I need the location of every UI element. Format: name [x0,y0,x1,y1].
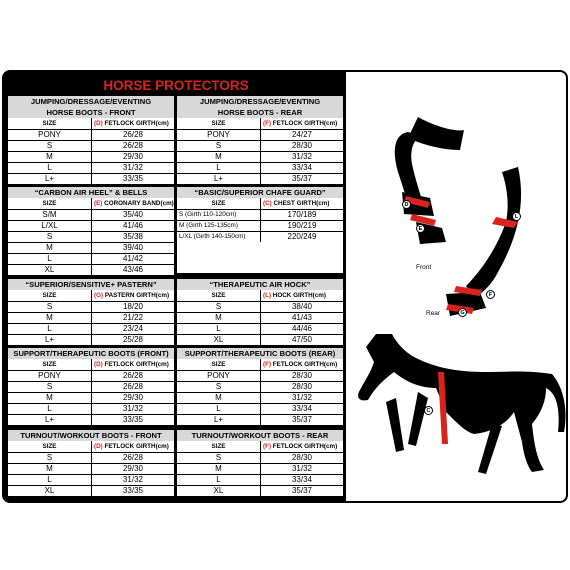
girth-cell: 26/28 [122,382,144,391]
size-cell: M [177,152,261,162]
marker-letter: (F) [263,120,272,127]
girth-cell: 39/40 [122,243,144,252]
size-chart-panel [2,70,568,503]
size-cell: S [177,302,261,312]
size-cell: XL [177,335,261,345]
support-front-table-title: SUPPORT/THERAPEUTIC BOOTS (FRONT) [8,348,174,359]
size-cell: S [8,302,92,312]
page-title: HORSE PROTECTORS [103,78,249,93]
size-cell: L [177,324,261,334]
size-cell: L+ [177,174,261,184]
turnout-front-table-title: TURNOUT/WORKOUT BOOTS - FRONT [8,430,174,441]
girth-cell: 35/37 [291,415,313,424]
table-row [177,151,343,162]
marker-letter: (G) [94,292,104,299]
front-label: Front [416,264,432,271]
size-cell: S [177,453,261,463]
girth-cell: 28/30 [291,453,313,462]
size-cell: S (Girth 110-120cm) [177,210,261,220]
size-cell: L [177,404,261,414]
girth-cell: 29/30 [122,393,144,402]
table-row [8,253,174,264]
table-row [177,334,343,345]
table-row [177,403,343,414]
size-cell: S [8,141,92,151]
chafe-column-header [177,198,343,209]
girth-column-label [92,118,174,129]
girth-cell: 26/28 [122,371,144,380]
table-row [177,162,343,173]
table-row [8,264,174,275]
size-cell: L/XL (Girth 140-150cm) [177,232,261,242]
front-leg-figure [395,117,464,244]
size-cell: M [8,313,92,323]
size-column-label: SIZE [177,198,261,209]
size-cell: S [177,141,261,151]
girth-column-label [92,290,174,301]
marker-d-badge: D [402,200,411,209]
marker-letter: (E) [94,200,103,207]
marker-letter: (D) [94,361,103,368]
girth-column-label [261,198,343,209]
table-row [8,485,174,496]
marker-e-badge: E [416,224,425,233]
girth-cell: 29/30 [122,464,144,473]
support-rear-table-title: SUPPORT/THERAPEUTIC BOOTS (REAR) [177,348,343,359]
size-cell: S [8,232,92,242]
marker-letter: (L) [263,292,272,299]
girth-column-label [92,198,174,209]
hock-column-header [177,290,343,301]
girth-cell: 33/35 [122,174,144,183]
girth-cell: 18/20 [122,302,144,311]
size-cell: M [8,393,92,403]
chafe-table-title: “BASIC/SUPERIOR CHAFE GUARD” [177,187,343,198]
table-row [8,474,174,485]
table-row [177,173,343,184]
girth-column-label [261,441,343,452]
table-row [177,414,343,425]
table-row [177,231,343,242]
girth-cell: 26/28 [122,130,144,139]
table-row [8,140,174,151]
turnout-front-column-header [8,441,174,452]
table-row [8,129,174,140]
table-row [8,463,174,474]
marker-f-badge: F [486,290,495,299]
girth-cell: 170/189 [287,210,317,219]
size-cell: M [8,243,92,253]
size-cell: L+ [8,415,92,425]
table-row [177,474,343,485]
table-row [177,140,343,151]
table-row [177,485,343,496]
girth-cell: 35/40 [122,210,144,219]
girth-label-text: HOCK GIRTH(cm) [272,292,326,299]
girth-column-label [261,359,343,370]
table-row [8,334,174,345]
table-row [8,231,174,242]
marker-g-badge: G [458,308,467,317]
size-column-label: SIZE [8,290,92,301]
girth-cell: 24/27 [291,130,313,139]
rear-label: Rear [426,310,441,317]
table-row [8,403,174,414]
size-cell: L [177,475,261,485]
girth-column-label [92,441,174,452]
girth-label-text: FETLOCK GIRTH(cm) [272,120,338,127]
size-cell: M [177,313,261,323]
girth-cell: 25/28 [122,335,144,344]
size-cell: PONY [177,371,261,381]
table-row [8,370,174,381]
size-column-label: SIZE [177,118,261,129]
support-front-column-header [8,359,174,370]
girth-cell: 35/37 [291,174,313,183]
table-row [8,452,174,463]
table-row [8,312,174,323]
table-row [8,323,174,334]
girth-cell: 33/34 [291,404,313,413]
size-cell: XL [8,265,92,275]
empty-cell-area [177,242,343,273]
girth-column-label [261,290,343,301]
size-cell: L+ [8,335,92,345]
size-cell: XL [177,486,261,496]
girth-label-text: PASTERN GIRTH(cm) [104,292,170,299]
girth-cell: 31/32 [291,464,313,473]
size-column-label: SIZE [177,441,261,452]
size-cell: L+ [177,415,261,425]
table-row [177,209,343,220]
size-column-label: SIZE [177,290,261,301]
size-cell: L [8,475,92,485]
jump-front-table-title: JUMPING/DRESSAGE/EVENTING HORSE BOOTS - FRONT [8,96,174,118]
girth-cell: 28/30 [291,382,313,391]
girth-cell: 35/37 [291,486,313,495]
table-row [8,209,174,220]
size-column-label: SIZE [177,359,261,370]
jump-rear-column-header [177,118,343,129]
size-column-label: SIZE [8,359,92,370]
table-row [8,162,174,173]
girth-cell: 33/34 [291,163,313,172]
table-row [8,414,174,425]
size-cell: S/M [8,210,92,220]
size-column-label: SIZE [8,198,92,209]
support-rear-column-header [177,359,343,370]
girth-cell: 33/35 [122,486,144,495]
table-row [177,129,343,140]
girth-cell: 44/46 [291,324,313,333]
girth-label-text: FETLOCK GIRTH(cm) [104,120,169,127]
girth-cell: 190/219 [287,221,317,230]
size-column-label: SIZE [8,441,92,452]
size-cell: M [177,393,261,403]
girth-cell: 21/22 [122,313,144,322]
table-row [8,242,174,253]
girth-cell: 28/30 [291,371,313,380]
table-row [8,301,174,312]
size-cell: M [8,464,92,474]
size-cell: S [8,382,92,392]
girth-cell: 220/249 [287,232,317,241]
girth-cell: 31/32 [122,475,144,484]
size-cell: L [8,163,92,173]
size-cell: PONY [177,130,261,140]
jump-front-column-header [8,118,174,129]
marker-letter: (D) [94,443,103,450]
girth-cell: 47/50 [291,335,313,344]
size-cell: L [177,163,261,173]
size-cell: PONY [8,371,92,381]
girth-column-label [261,118,343,129]
table-row [177,323,343,334]
turnout-rear-column-header [177,441,343,452]
girth-label-text: CHEST GIRTH(cm) [273,200,330,207]
marker-letter: (C) [263,200,272,207]
girth-cell: 35/38 [122,232,144,241]
girth-label-text: FETLOCK GIRTH(cm) [104,443,169,450]
table-row [177,301,343,312]
girth-cell: 26/28 [122,453,144,462]
size-column-label: SIZE [8,118,92,129]
marker-l-badge: L [512,212,521,221]
girth-label-text: FETLOCK GIRTH(cm) [272,443,338,450]
turnout-rear-table-title: TURNOUT/WORKOUT BOOTS - REAR [177,430,343,441]
table-row [177,463,343,474]
girth-cell: 23/24 [122,324,144,333]
girth-cell: 31/32 [291,393,313,402]
size-cell: L [8,324,92,334]
table-row [8,381,174,392]
size-cell: S [8,453,92,463]
girth-cell: 41/43 [291,313,313,322]
table-row [177,312,343,323]
table-row [177,381,343,392]
girth-label-text: FETLOCK GIRTH(cm) [272,361,338,368]
marker-letter: (F) [263,361,272,368]
size-cell: L [8,404,92,414]
girth-cell: 33/35 [122,415,144,424]
superior-table-title: “SUPERIOR/SENSITIVE+ PASTERN” [8,279,174,290]
size-cell: L+ [8,174,92,184]
girth-cell: 38/40 [291,302,313,311]
size-cell: M [177,464,261,474]
marker-c-badge: C [424,406,433,415]
girth-cell: 41/46 [122,221,144,230]
size-cell: M (Girth 125-135cm) [177,221,261,231]
girth-cell: 28/30 [291,141,313,150]
girth-cell: 31/32 [122,163,144,172]
girth-label-text: FETLOCK GIRTH(cm) [104,361,169,368]
girth-label-text: CORONARY BAND(cm) [104,200,174,207]
marker-letter: (F) [263,443,272,450]
girth-cell: 41/42 [122,254,144,263]
size-cell: L/XL [8,221,92,231]
carbon-table-title: “CARBON AIR HEEL” & BELLS [8,187,174,198]
table-row [8,392,174,403]
table-row [8,151,174,162]
girth-cell: 26/28 [122,141,144,150]
girth-cell: 31/32 [291,152,313,161]
size-cell: XL [8,486,92,496]
horse-diagram [346,72,566,501]
girth-cell: 29/30 [122,152,144,161]
girth-cell: 31/32 [122,404,144,413]
girth-cell: 43/46 [122,265,144,274]
size-cell: M [8,152,92,162]
size-tables [8,76,344,499]
horse-illustration [346,72,566,501]
table-row [8,173,174,184]
superior-column-header [8,290,174,301]
table-row [177,392,343,403]
carbon-column-header [8,198,174,209]
size-cell: L [8,254,92,264]
table-row [177,452,343,463]
hock-table-title: “THERAPEUTIC AIR HOCK” [177,279,343,290]
horse-silhouette [358,334,565,474]
table-row [177,370,343,381]
girth-cell: 33/34 [291,475,313,484]
table-row [8,220,174,231]
marker-letter: (D) [94,120,103,127]
size-cell: PONY [8,130,92,140]
size-cell: S [177,382,261,392]
jump-rear-table-title: JUMPING/DRESSAGE/EVENTING HORSE BOOTS - REAR [177,96,343,118]
girth-column-label [92,359,174,370]
rear-leg-figure [446,167,521,316]
table-row [177,220,343,231]
